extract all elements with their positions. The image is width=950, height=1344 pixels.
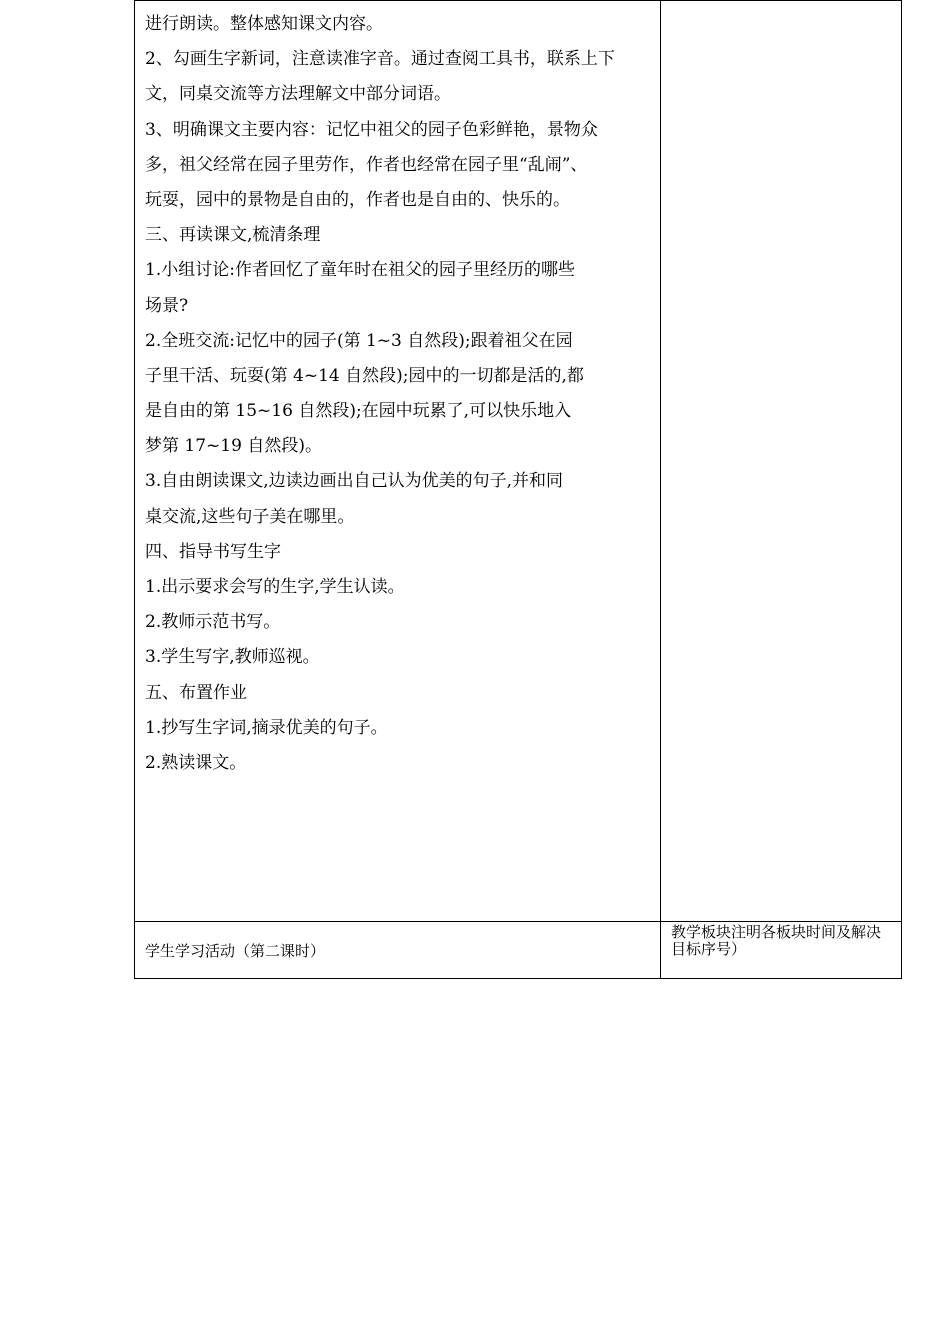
notes-cell xyxy=(661,1,902,922)
content-line: 2.熟读课文。 xyxy=(145,752,247,773)
content-line: 梦第 17~19 自然段)。 xyxy=(145,436,322,457)
teaching-block-note: 教学板块注明各板块时间及解决目标序号） xyxy=(661,922,902,979)
content-line: 3、明确课文主要内容：记忆中祖父的园子色彩鲜艳，景物众 xyxy=(145,119,598,140)
content-line: 进行朗读。整体感知课文内容。 xyxy=(145,14,383,34)
content-line: 桌交流,这些句子美在哪里。 xyxy=(145,506,355,527)
content-line: 玩耍，园中的景物是自由的，作者也是自由的、快乐的。 xyxy=(145,189,570,210)
content-line: 1.小组讨论:作者回忆了童年时在祖父的园子里经历的哪些 xyxy=(145,260,575,281)
content-line: 文，同桌交流等方法理解文中部分词语。 xyxy=(145,84,451,105)
student-activity-label: 学生学习活动（第二课时） xyxy=(135,922,661,979)
content-line: 1.抄写生字词,摘录优美的句子。 xyxy=(145,717,388,738)
content-line: 1.出示要求会写的生字,学生认读。 xyxy=(145,577,405,597)
activity-content xyxy=(135,1,660,781)
content-line: 3.学生写字,教师巡视。 xyxy=(145,647,320,668)
content-line: 四、指导书写生字 xyxy=(145,541,281,562)
content-line: 多，祖父经常在园子里劳作，作者也经常在园子里“乱闹”、 xyxy=(145,154,588,175)
footer-row xyxy=(135,922,902,979)
content-line: 2.全班交流:记忆中的园子(第 1~3 自然段);跟着祖父在园 xyxy=(145,330,573,351)
activity-content-cell xyxy=(135,1,661,922)
content-line: 场景? xyxy=(145,295,189,316)
content-line: 是自由的第 15~16 自然段);在园中玩累了,可以快乐地入 xyxy=(145,401,572,422)
content-line: 子里干活、玩耍(第 4~14 自然段);园中的一切都是活的,都 xyxy=(145,365,584,386)
content-line: 2.教师示范书写。 xyxy=(145,612,281,633)
content-line: 五、布置作业 xyxy=(145,682,247,703)
content-line: 2、勾画生字新词，注意读准字音。通过查阅工具书，联系上下 xyxy=(145,49,615,70)
content-line: 三、再读课文,梳清条理 xyxy=(145,225,321,246)
lesson-plan-table xyxy=(134,0,902,979)
content-line: 3.自由朗读课文,边读边画出自己认为优美的句子,并和同 xyxy=(145,471,564,492)
content-row xyxy=(135,1,902,922)
